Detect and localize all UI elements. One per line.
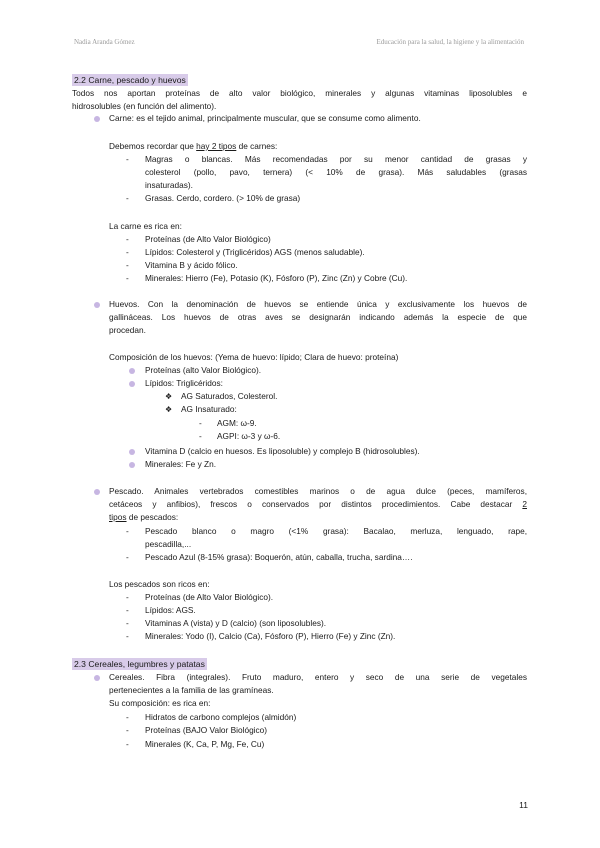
bullet-icon (94, 302, 100, 308)
carne-item: Minerales: Hierro (Fe), Potasio (K), Fósforo (P), Zinc (Zn) y Cobre (Cu). (145, 273, 408, 283)
huevos-line-1: Huevos. Con la denominación de huevos se entiende única y exclusivamente los huevos de (109, 299, 527, 309)
huevos-proteinas: Proteínas (alto Valor Biológico). (145, 365, 262, 375)
pescado-item: Lípidos: AGS. (145, 605, 196, 615)
pescado-ricos-heading: Los pescados son ricos en: (109, 579, 210, 589)
huevos-composicion: Composición de los huevos: (Yema de huevo: lípido; Clara de huevo: proteína) (109, 352, 399, 362)
bullet-icon (129, 462, 135, 468)
dash-icon: - (126, 234, 129, 244)
cereales-composicion: Su composición: es rica en: (109, 698, 211, 708)
bullet-icon (129, 381, 135, 387)
dash-icon: - (199, 418, 202, 428)
huevos-vitamina: Vitamina D (calcio en huesos. Es liposoluble) y complejo B (hidrosolubles). (145, 446, 420, 456)
cereales-item: Minerales (K, Ca, P, Mg, Fe, Cu) (145, 739, 265, 749)
cereales-item: Proteínas (BAJO Valor Biológico) (145, 725, 268, 735)
huevos-lipidos: Lípidos: Triglicéridos: (145, 378, 223, 388)
bullet-icon (94, 675, 100, 681)
carne-tipos-line (109, 140, 277, 153)
magras-line-3: insaturadas). (145, 180, 193, 190)
dash-icon: - (126, 712, 129, 722)
ag-insaturado: AG Insaturado: (181, 404, 237, 414)
huevos-minerales: Minerales: Fe y Zn. (145, 459, 217, 469)
ag-saturados: AG Saturados, Colesterol. (181, 391, 278, 401)
dash-icon: - (126, 260, 129, 270)
magras-line-1: Magras o blancas. Más recomendadas por su menor cantidad de grasas y (145, 154, 527, 164)
bullet-icon (94, 489, 100, 495)
diamond-bullet-icon: ❖ (165, 405, 173, 414)
carne-rica-heading: La carne es rica en: (109, 221, 182, 231)
carne-tipos-post: de carnes: (236, 141, 278, 151)
pescado-line-1: Pescado. Animales vertebrados comestibles marinos o de agua dulce (peces, mamíferos, (109, 486, 527, 496)
pescado-blanco-line-1: Pescado blanco o magro (<1% grasa): Bacalao, merluza, lenguado, rape, (145, 526, 527, 536)
dash-icon: - (126, 552, 129, 562)
magras-line-2: colesterol (pollo, pavo, ternera) (< 10% de grasa). Más saludables (grasas (145, 167, 527, 177)
grasas-line: Grasas. Cerdo, cordero. (> 10% de grasa) (145, 193, 301, 203)
section-title-2-3: 2.3 Cereales, legumbres y patatas (74, 659, 205, 669)
pescado-item: Minerales: Yodo (I), Calcio (Ca), Fósforo (P), Hierro (Fe) y Zinc (Zn). (145, 631, 396, 641)
pescado-blanco-line-2: pescadilla,... (145, 539, 192, 549)
dash-icon: - (126, 739, 129, 749)
bullet-icon (129, 368, 135, 374)
dash-icon: - (199, 431, 202, 441)
dash-icon: - (126, 247, 129, 257)
carne-tipos-underlined: hay 2 tipos (196, 141, 237, 151)
dash-icon: - (126, 273, 129, 283)
cereales-item: Hidratos de carbono complejos (almidón) (145, 712, 297, 722)
agm: AGM: ω-9. (217, 418, 257, 428)
pescado-azul: Pescado Azul (8-15% grasa): Boquerón, atún, caballa, trucha, sardina…. (145, 552, 413, 562)
dash-icon: - (126, 631, 129, 641)
header-author: Nadia Aranda Gómez (74, 38, 135, 46)
dash-icon: - (126, 592, 129, 602)
diamond-bullet-icon: ❖ (165, 392, 173, 401)
carne-item: Vitamina B y ácido fólico. (145, 260, 238, 270)
dash-icon: - (126, 193, 129, 203)
huevos-line-3: procedan. (109, 325, 146, 335)
dash-icon: - (126, 725, 129, 735)
dash-icon: - (126, 618, 129, 628)
cereales-line-2: pertenecientes a la familia de las gramíneas. (109, 685, 274, 695)
pescado-line-2-underlined: 2 (522, 499, 527, 509)
pescado-line-2 (109, 498, 527, 511)
bullet-icon (129, 449, 135, 455)
intro-line-1: Todos nos aportan proteínas de alto valor biológico, minerales y algunas vitaminas liposolubles e (72, 88, 527, 98)
pescado-line-3-text: de pescados: (126, 512, 179, 522)
cereales-line-1: Cereales. Fibra (integrales). Fruto maduro, entero y seco de una serie de vegetales (109, 672, 527, 682)
carne-item: Proteínas (de Alto Valor Biológico) (145, 234, 271, 244)
header-course: Educación para la salud, la higiene y la alimentación (376, 38, 524, 46)
page-number: 11 (519, 800, 528, 810)
section-title-2-2: 2.2 Carne, pescado y huevos (74, 75, 186, 85)
dash-icon: - (126, 154, 129, 164)
dash-icon: - (126, 526, 129, 536)
pescado-item: Proteínas (de Alto Valor Biológico). (145, 592, 274, 602)
carne-item: Lípidos: Colesterol y (Triglicéridos) AGS (menos saludable). (145, 247, 365, 257)
huevos-line-2: gallináceas. Los huevos de otras aves se designarán indicando además la especie de que (109, 312, 527, 322)
carne-bullet-text: Carne: es el tejido animal, principalmente muscular, que se consume como alimento. (109, 113, 421, 123)
agpi: AGPI: ω-3 y ω-6. (217, 431, 281, 441)
dash-icon: - (126, 605, 129, 615)
pescado-item: Vitaminas A (vista) y D (calcio) (son liposolubles). (145, 618, 327, 628)
intro-line-2: hidrosolubles (en función del alimento). (72, 101, 217, 111)
pescado-line-3-underlined: tipos (109, 512, 127, 522)
pescado-line-3 (109, 511, 178, 524)
pescado-line-2-text: cetáceos y anfibios), frescos o conservados por distintos procedimientos. Cabe destacar (109, 499, 523, 509)
carne-tipos-pre: Debemos recordar que (109, 141, 197, 151)
bullet-icon (94, 116, 100, 122)
